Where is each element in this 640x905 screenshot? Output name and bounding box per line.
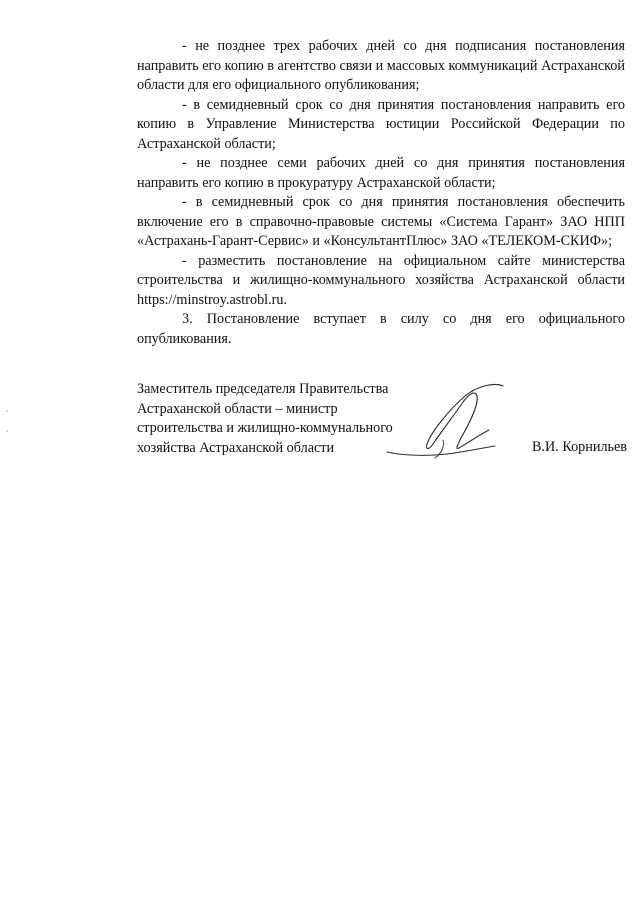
position-line: Заместитель председателя Правительства — [137, 381, 389, 397]
paragraph-website: - разместить постановление на официальном сайте министерства строительства и жилищно-коммунального хозяйства Астраханской области https://minstroy.astrobl.ru. — [137, 252, 625, 308]
scan-artifact — [6, 430, 8, 432]
paragraph-effective-date: 3. Постановление вступает в силу со дня его официального опубликования. — [137, 311, 625, 347]
signatory-name: В.И. Корнильев — [531, 439, 627, 455]
position-line: хозяйства Астраханской области — [137, 439, 335, 456]
document-body — [137, 37, 625, 349]
paragraph-justice-ministry: - в семидневный срок со дня принятия постановления направить его копию в Управление Министерства юстиции Российской Федерации по Астраханской области; — [137, 96, 625, 152]
scan-artifact — [6, 410, 8, 412]
position-line: строительства и жилищно-коммунального — [137, 420, 393, 436]
signature-block — [137, 380, 627, 470]
paragraph-legal-systems: - в семидневный срок со дня принятия постановления обеспечить включение его в справочно-правовые системы «Система Гарант» ЗАО НПП «Астрахань-Гарант-Сервис» и «КонсультантПлюс» ЗАО «ТЕЛЕКОМ-СКИФ»; — [137, 194, 625, 249]
handwritten-signature-icon — [385, 380, 515, 465]
paragraph-publication: - не позднее трех рабочих дней со дня подписания постановления направить его копию в агентство связи и массовых коммуникаций Астраханской области для его официального опубликования; — [137, 38, 625, 93]
paragraph-prosecutor: - не позднее семи рабочих дней со дня принятия постановления направить его копию в прокуратуру Астраханской области; — [137, 155, 625, 191]
position-line: Астраханской области – министр — [137, 400, 338, 417]
